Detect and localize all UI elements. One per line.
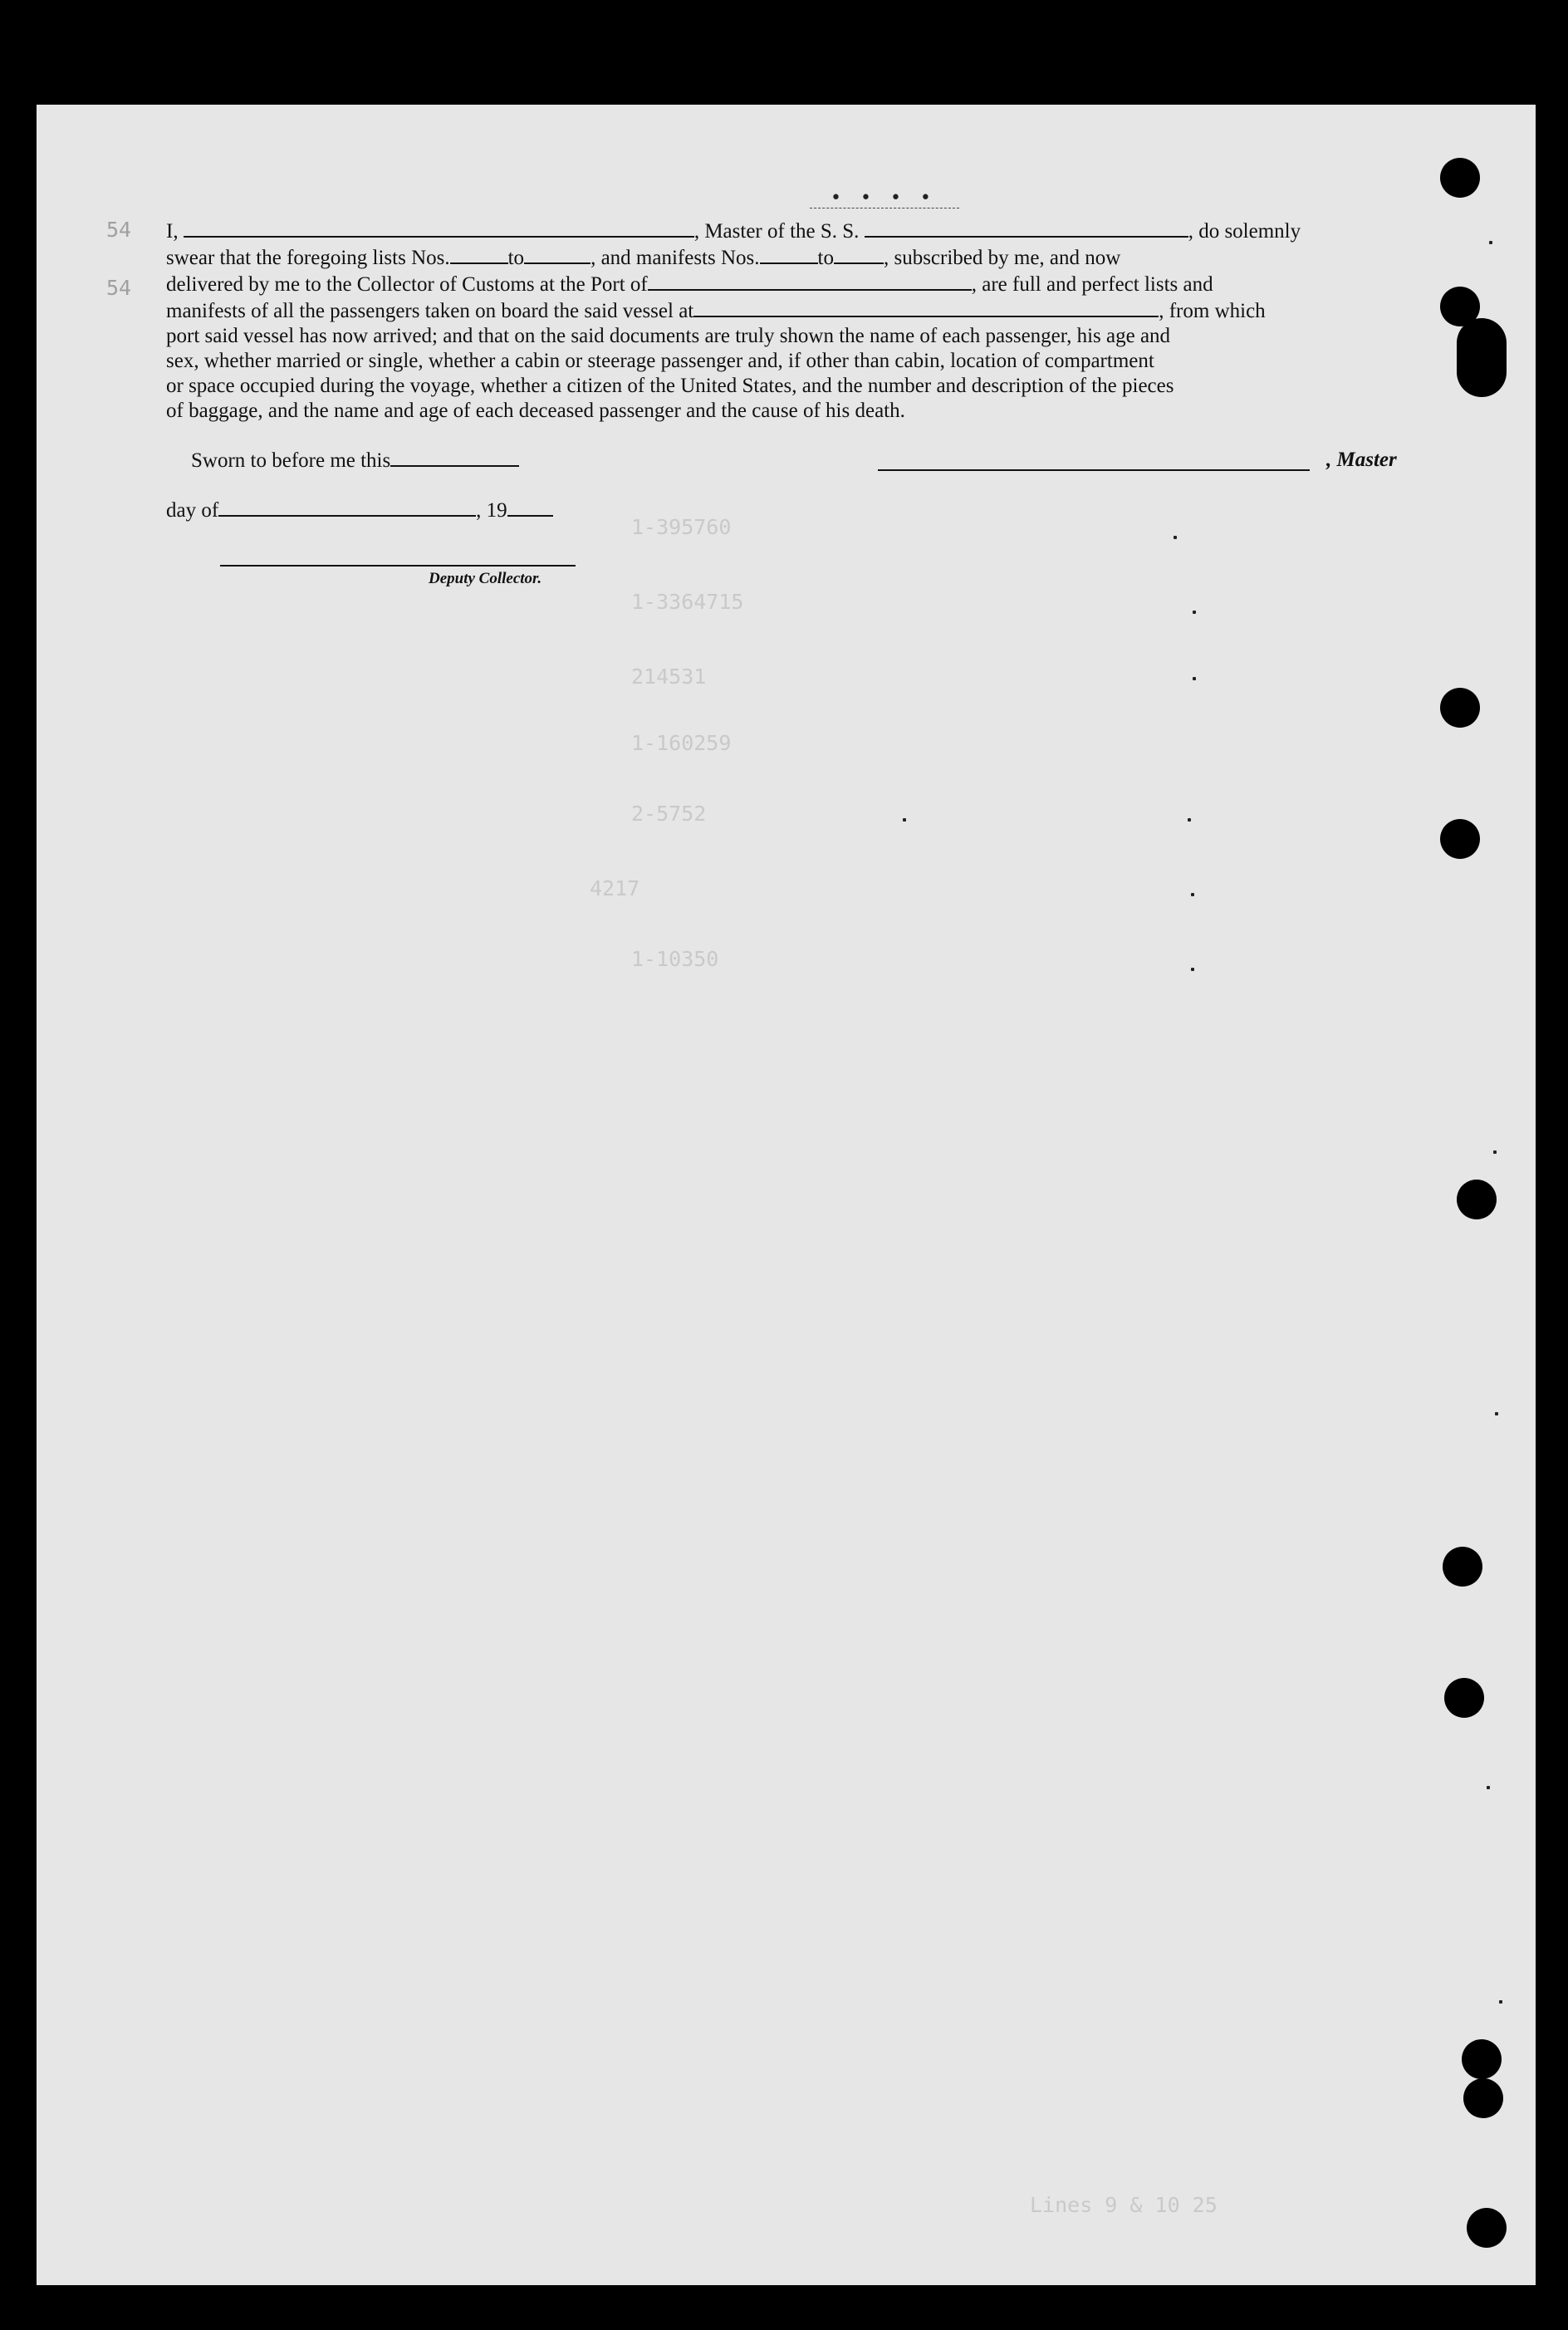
binder-hole <box>1440 688 1480 728</box>
speck <box>1487 1786 1490 1789</box>
bleed-row-id: 4217 <box>590 876 640 900</box>
lists-from-blank <box>450 244 508 264</box>
binder-hole <box>1463 2078 1503 2118</box>
bleed-bottom-note: Lines 9 & 10 25 <box>1030 2193 1218 2217</box>
speck <box>1174 536 1177 539</box>
binder-hole <box>1444 1678 1484 1718</box>
master-of-label: , Master of the S. S. <box>693 220 860 243</box>
deputy-collector-label: Deputy Collector. <box>429 570 542 587</box>
manifests-from-blank <box>760 244 818 264</box>
oath-line-3: delivered by me to the Collector of Customs at the Port of , are full and perfect lists and <box>166 271 1395 297</box>
binder-hole <box>1440 819 1480 859</box>
sworn-line: Sworn to before me this <box>191 447 519 473</box>
speck <box>1188 818 1191 822</box>
bleed-row-id: 1-160259 <box>631 731 732 755</box>
document-page <box>37 105 1536 2285</box>
oath-i: I, <box>166 220 179 243</box>
oath-line-8: of baggage, and the name and age of each deceased passenger and the cause of his death. <box>166 400 905 422</box>
binder-hole <box>1467 2208 1507 2248</box>
ship-name-blank <box>865 218 1188 238</box>
speck <box>1193 611 1196 614</box>
speck <box>1499 2000 1502 2004</box>
sworn-day-blank <box>390 447 519 467</box>
speck <box>1493 1150 1497 1154</box>
speck <box>1193 677 1196 680</box>
port-blank <box>648 271 972 291</box>
bleed-row-id: 1-395760 <box>631 515 732 539</box>
master-name-blank <box>184 218 694 238</box>
oath-line-5: port said vessel has now arrived; and that on the said documents are truly shown the name of each passenger, his age and <box>166 325 1171 347</box>
bleed-margin-number: 54 <box>106 218 132 242</box>
binder-hole-torn <box>1457 318 1507 397</box>
speck <box>1495 1412 1498 1415</box>
day-line: day of , 19 <box>166 497 553 522</box>
bleed-margin-number: 54 <box>106 276 132 300</box>
master-label: , Master <box>1326 449 1397 471</box>
oath-line-2: swear that the foregoing lists Nos. to , and manifests Nos. to , subscribed by me, and now <box>166 244 1395 271</box>
oath-line-1 <box>166 218 1395 244</box>
speck <box>903 818 906 822</box>
oath-line-4: manifests of all the passengers taken on board the said vessel at , from which <box>166 297 1395 324</box>
day-month-blank <box>218 497 476 517</box>
speck <box>1489 241 1492 244</box>
origin-port-blank <box>693 297 1159 317</box>
speck <box>1191 968 1194 971</box>
bleed-row-id: 1-10350 <box>631 947 719 971</box>
oath-paragraph <box>166 218 1395 424</box>
speck <box>1191 893 1194 896</box>
bleed-row-id: 214531 <box>631 665 707 689</box>
deputy-signature-line <box>220 565 576 567</box>
do-solemnly-label: , do solemnly <box>1188 220 1301 243</box>
oath-line-6: sex, whether married or single, whether a cabin or steerage passenger and, if other than cabin, location of compartment <box>166 350 1154 372</box>
year-blank <box>507 497 553 517</box>
manifests-to-blank <box>834 244 884 264</box>
binder-hole <box>1462 2039 1502 2079</box>
binder-hole <box>1443 1547 1482 1587</box>
binder-hole <box>1440 158 1480 198</box>
binder-hole <box>1457 1180 1497 1219</box>
oath-line-7: or space occupied during the voyage, whether a citizen of the United States, and the number and description of the pieces <box>166 375 1174 397</box>
separator-dots: • • • • <box>831 188 938 208</box>
bleed-row-id: 1-3364715 <box>631 590 744 614</box>
bleed-row-id: 2-5752 <box>631 802 707 826</box>
master-signature-line <box>878 469 1310 471</box>
lists-to-blank <box>524 244 590 264</box>
